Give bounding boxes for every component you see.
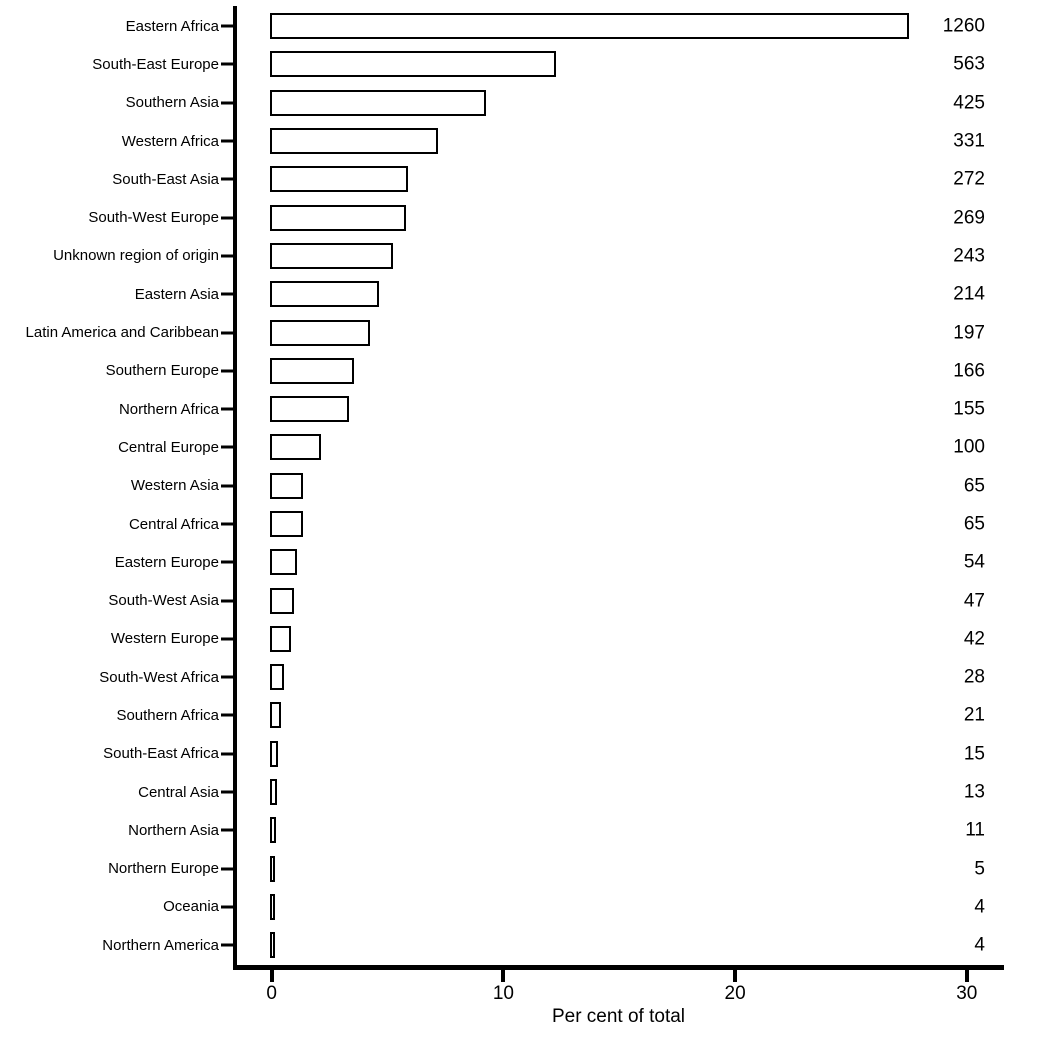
bar [270,779,277,805]
category-row [0,811,1040,849]
category-row [0,505,1040,543]
value-label: 331 [953,130,985,152]
category-row [0,84,1040,122]
category-row [0,45,1040,83]
x-axis-line [233,965,1004,970]
category-label: Eastern Europe [114,553,219,571]
bar [270,13,909,39]
value-label: 11 [965,819,985,841]
bar [270,856,275,882]
category-tick [221,599,233,602]
value-label: 21 [963,704,985,726]
category-tick [221,714,233,717]
category-tick [221,101,233,104]
category-tick [221,369,233,372]
category-tick [221,63,233,66]
value-label: 42 [963,628,985,650]
category-row [0,237,1040,275]
value-label: 243 [953,245,985,267]
category-label: South-West Africa [99,668,219,686]
category-label: Northern America [102,936,219,954]
category-tick [221,446,233,449]
category-tick [221,944,233,947]
category-label: Western Europe [110,630,219,648]
category-row [0,428,1040,466]
category-row [0,926,1040,964]
category-row [0,888,1040,926]
x-tick [965,970,969,982]
category-tick [221,561,233,564]
value-label: 197 [953,322,985,344]
bar [270,626,291,652]
value-label: 155 [953,398,985,420]
bar [270,90,486,116]
category-label: Central Europe [118,438,219,456]
value-label: 65 [963,475,985,497]
category-label: Western Africa [121,132,219,150]
category-tick [221,216,233,219]
category-tick [221,752,233,755]
category-label: Central Africa [128,515,219,533]
category-tick [221,408,233,411]
bar [270,434,321,460]
category-row [0,198,1040,236]
category-label: South-West Europe [88,209,219,227]
bar [270,166,408,192]
bar [270,128,438,154]
category-label: South-East Europe [92,55,219,73]
value-label: 65 [963,513,985,535]
category-row [0,275,1040,313]
x-tick [270,970,274,982]
category-row [0,773,1040,811]
category-label: Latin America and Caribbean [25,324,219,342]
x-tick-label: 30 [956,983,978,1004]
category-tick [221,140,233,143]
category-label: Southern Africa [116,706,219,724]
category-label: South-East Africa [103,745,219,763]
category-row [0,735,1040,773]
value-label: 563 [953,53,985,75]
category-tick [221,25,233,28]
category-label: Central Asia [138,783,219,801]
y-axis-line [233,6,237,967]
category-row [0,313,1040,351]
category-label: Eastern Asia [134,285,219,303]
category-tick [221,523,233,526]
x-tick [733,970,737,982]
category-label: Unknown region of origin [53,247,219,265]
bar [270,320,370,346]
category-label: Oceania [163,898,219,916]
category-tick [221,829,233,832]
category-tick [221,791,233,794]
value-label: 1260 [942,15,985,37]
value-label: 214 [953,283,985,305]
value-label: 4 [974,896,985,918]
category-tick [221,484,233,487]
value-label: 47 [963,590,985,612]
category-tick [221,331,233,334]
value-label: 54 [963,551,985,573]
category-tick [221,637,233,640]
category-label: Eastern Africa [125,17,219,35]
category-label: Northern Europe [108,860,219,878]
plot-rows [0,7,1040,964]
category-row [0,352,1040,390]
category-tick [221,867,233,870]
category-row [0,467,1040,505]
value-label: 425 [953,92,985,114]
bar [270,741,278,767]
value-label: 5 [974,858,985,880]
category-row [0,850,1040,888]
category-label: Southern Europe [105,362,219,380]
bar [270,511,303,537]
category-tick [221,293,233,296]
bar [270,243,393,269]
bar [270,205,406,231]
value-label: 15 [963,743,985,765]
category-label: Southern Asia [125,94,219,112]
x-tick-label: 0 [266,983,277,1004]
bar [270,817,276,843]
x-tick [501,970,505,982]
category-row [0,7,1040,45]
category-row [0,122,1040,160]
bar [270,702,281,728]
category-tick [221,254,233,257]
category-row [0,581,1040,619]
bar [270,473,303,499]
bar [270,588,294,614]
category-row [0,696,1040,734]
bar [270,549,297,575]
category-tick [221,178,233,181]
bar [270,894,275,920]
value-label: 272 [953,168,985,190]
bar [270,51,556,77]
value-label: 28 [963,666,985,688]
category-label: Northern Asia [128,821,219,839]
bar [270,281,379,307]
value-label: 4 [974,934,985,956]
category-row [0,390,1040,428]
category-tick [221,676,233,679]
category-label: Northern Africa [118,400,219,418]
category-row [0,543,1040,581]
bar [270,664,284,690]
x-tick-label: 20 [724,983,746,1004]
category-row [0,658,1040,696]
category-row [0,620,1040,658]
bar [270,932,275,958]
bar [270,358,354,384]
x-axis-title: Per cent of total [551,1006,686,1027]
category-label: South-West Asia [108,592,219,610]
value-label: 269 [953,207,985,229]
category-label: South-East Asia [112,170,219,188]
x-tick-label: 10 [492,983,514,1004]
value-label: 166 [953,360,985,382]
value-label: 100 [953,436,985,458]
value-label: 13 [963,781,985,803]
category-tick [221,905,233,908]
category-label: Western Asia [130,477,219,495]
bar [270,396,349,422]
category-row [0,160,1040,198]
